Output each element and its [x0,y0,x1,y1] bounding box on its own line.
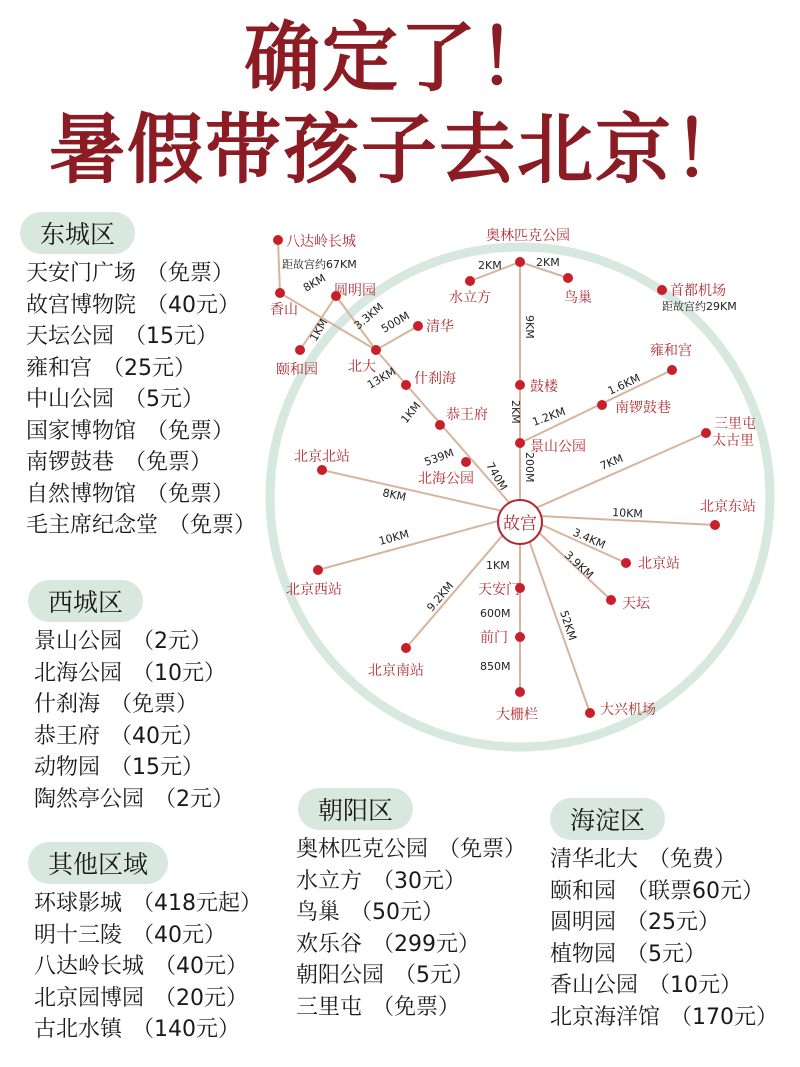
ticket-price: （免票） [146,481,235,507]
dot-jingshan [515,438,525,448]
ticket-price: （免票） [168,513,257,538]
ticket-price: （140元） [132,1017,241,1042]
dot-yonghegong [667,365,677,375]
dot-qianmen [515,632,525,642]
ticket-price: （免票） [146,261,235,286]
label-xiangshan: 香山 [270,302,298,318]
dot-dashilan [515,687,525,697]
attraction-name: 圆明园 [550,910,617,935]
dist-niaochao: 2KM [536,256,560,269]
label-dashilan: 大栅栏 [496,707,538,723]
dot-airport [657,285,667,295]
attraction-name: 鸟巢 [296,900,341,925]
line-daxing [520,515,590,713]
attraction-name: 植物园 [550,941,617,967]
ticket-price: （40元） [110,723,205,749]
dot-shuilifang [465,276,475,286]
attraction-name: 八达岭长城 [34,954,145,979]
ticket-price: （418元起） [132,891,263,916]
label-sanlitun2: 太古里 [712,433,754,449]
ticket-price: （5元） [626,941,707,967]
label-yiheyuan: 颐和园 [276,362,318,378]
dist-850: 850M [480,660,511,673]
ticket-price: （联票60元） [626,878,765,904]
attraction-name: 北海公园 [34,660,123,686]
label-qianmen: 前门 [480,630,508,646]
dist-52: 52KM [557,608,579,643]
attraction-name: 北京海洋馆 [550,1004,661,1030]
attraction-name: 天安门广场 [26,261,137,286]
label-sanlitun1: 三里屯 [714,416,756,432]
ticket-price: （170元） [670,1004,779,1030]
ticket-price: （免费） [648,847,737,872]
attraction-name: 三里屯 [296,994,363,1020]
dot-beijingbei [317,465,327,475]
dist-3-9: 3.9KM [561,548,596,582]
dist-600: 600M [480,607,511,620]
dist-2km-jing: 2KM [509,400,522,424]
dot-tiantan [606,595,616,605]
dot-qinghua [413,321,423,331]
ticket-price: （25元） [102,355,197,381]
dot-badaling [273,235,283,245]
label-jingshan: 景山公园 [530,439,586,455]
attraction-name: 水立方 [296,868,363,894]
district-name: 其他区域 [28,842,168,884]
attraction-name: 景山公园 [34,629,123,654]
note-badaling: 距故宫约67KM [282,258,357,271]
attraction-name: 国家博物馆 [26,418,137,444]
dist-1km-gong: 1KM [398,399,424,426]
label-tiananmen: 天安门 [478,582,520,598]
label-yonghegong: 雍和宫 [650,343,692,359]
ticket-price: （20元） [154,985,249,1011]
ticket-price: （5元） [124,387,205,412]
attraction-name: 欢乐谷 [296,931,363,957]
label-olympic: 奥林匹克公园 [486,228,570,244]
attraction-name: 朝阳公园 [296,963,385,988]
label-badaling: 八达岭长城 [286,234,356,250]
ticket-price: （10元） [648,973,743,998]
label-beida: 北大 [348,359,376,375]
label-beijingdong: 北京东站 [700,499,756,515]
dist-xiangshan: 8KM [301,271,329,295]
dist-1km-tam: 1KM [486,559,510,572]
label-shuilifang: 水立方 [449,290,491,306]
dist-10km-e: 10KM [611,506,644,521]
dist-200m: 200M [523,452,536,483]
label-beijingnan: 北京南站 [368,663,424,679]
dot-beihai [461,457,471,467]
ticket-price: （免票） [146,418,235,444]
label-beihai: 北海公园 [418,471,474,487]
dot-niaochao [563,273,573,283]
attraction-name: 环球影城 [34,891,123,916]
dist-539: 539M [422,446,456,469]
ticket-price: （25元） [626,910,721,935]
dist-10km-w: 10KM [377,527,411,548]
attraction-name: 香山公园 [550,973,639,998]
label-niaochao: 鸟巢 [564,290,592,306]
dot-yiheyuan [295,345,305,355]
dist-8km: 8KM [381,486,408,504]
attraction-name: 雍和宫 [26,355,93,381]
ticket-price: （299元） [372,931,481,957]
attraction-name: 明十三陵 [34,922,123,948]
label-airport: 首都机场 [670,283,726,299]
ticket-price: （2元） [132,629,213,654]
dot-sanlitun [701,428,711,438]
attraction-name: 颐和园 [550,878,617,904]
ticket-price: （免票） [124,450,213,475]
district-name: 西城区 [28,580,143,622]
ticket-price: （30元） [372,868,467,894]
dist-1-2: 1.2KM [530,404,568,429]
dot-xiangshan [275,288,285,298]
dot-olympic [515,257,525,267]
attraction-name: 清华北大 [550,847,639,872]
label-daxing: 大兴机场 [600,702,656,718]
title-line-2: 暑假带孩子去北京！ [49,105,751,194]
dist-1-6: 1.6KM [605,371,643,398]
ticket-price: （免票） [438,837,527,862]
dot-beijingxi [313,565,323,575]
attraction-name: 中山公园 [26,387,115,412]
label-shichahai: 什刹海 [414,371,456,387]
dot-gonglou [515,380,525,390]
ticket-price: （40元） [154,954,249,979]
attraction-name: 动物园 [34,755,101,780]
label-beijingxi: 北京西站 [286,582,342,598]
label-beijingzhan: 北京站 [638,556,680,572]
label-qinghua: 清华 [426,319,454,335]
dot-beijingzhan [621,558,631,568]
label-yuanmingyuan: 圆明园 [334,283,376,299]
dist-7km: 7KM [598,451,626,473]
attraction-name: 天坛公园 [26,324,115,349]
title-line-1: 确定了！ [244,13,556,102]
attraction-name: 奥林匹克公园 [296,837,429,862]
dist-13km: 13KM [365,364,399,392]
attraction-name: 毛主席纪念堂 [26,513,159,538]
attraction-name: 故宫博物院 [26,292,137,318]
ticket-price: （2元） [154,786,235,812]
label-gongwangfu: 恭王府 [446,407,488,423]
attraction-name: 陶然亭公园 [34,786,145,812]
label-tiantan: 天坛 [622,596,650,612]
ticket-price: （免票） [372,994,461,1020]
ticket-price: （40元） [146,292,241,318]
dist-9km: 9KM [523,315,536,339]
district-name: 东城区 [20,212,135,254]
ticket-price: （5元） [394,963,475,988]
dist-shuilifang: 2KM [478,259,502,272]
attraction-name: 南锣鼓巷 [26,450,115,475]
dist-yiheyuan: 1KM [307,316,331,344]
line-tolowbeida [278,240,280,293]
dot-beijingnan [401,643,411,653]
ticket-price: （15元） [110,755,205,780]
center-label: 故宫 [503,514,537,534]
ticket-price: （50元） [350,900,445,925]
dot-nanluogu [597,400,607,410]
dot-gongwangfu [435,420,445,430]
ticket-price: （免票） [110,692,199,717]
attraction-name: 什刹海 [34,692,101,717]
attraction-name: 古北水镇 [34,1017,123,1042]
ticket-price: （40元） [132,922,227,948]
ticket-price: （10元） [132,660,227,686]
dist-3-4: 3.4KM [570,525,608,552]
dot-beida [371,345,381,355]
label-gonglou: 鼓楼 [530,379,558,395]
dist-740: 740M [483,460,510,493]
dot-daxing [585,708,595,718]
dot-beijingdong [710,520,720,530]
dist-9-2: 9.2KM [424,579,457,614]
note-airport: 距故宫约29KM [662,300,737,313]
district-name: 海淀区 [550,798,665,840]
attraction-name: 自然博物馆 [26,481,137,507]
attraction-name: 恭王府 [34,723,101,749]
dot-shichahai [401,380,411,390]
dist-500m: 500M [379,309,412,336]
attraction-name: 北京园博园 [34,985,145,1011]
label-nanluogu: 南锣鼓巷 [615,400,671,416]
district-name: 朝阳区 [298,788,413,830]
dist-3-3: 3.3KM [351,300,387,333]
ticket-price: （15元） [124,324,219,349]
label-beijingbei: 北京北站 [294,449,350,465]
